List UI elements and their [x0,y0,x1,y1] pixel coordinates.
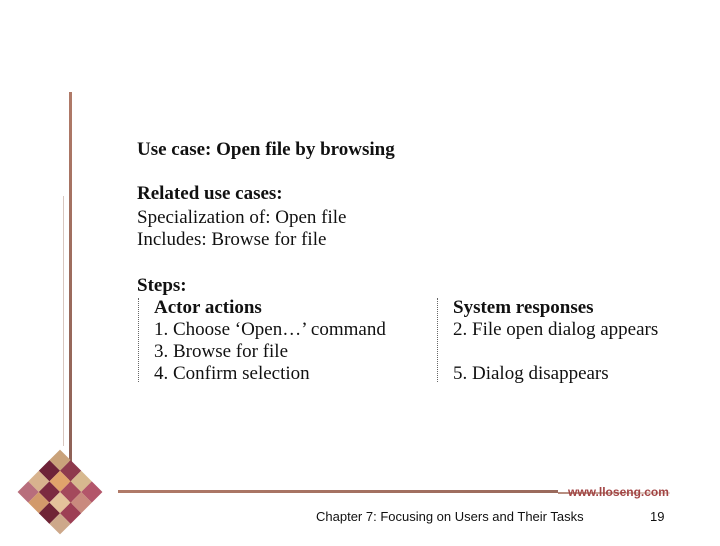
decorative-shadow-line [63,196,64,446]
steps-heading: Steps: [137,275,187,296]
related-item: Includes: Browse for file [137,229,327,250]
use-case-title: Use case: Open file by browsing [137,139,395,160]
system-column-divider [437,298,438,382]
actor-step: 3. Browse for file [154,341,289,362]
actor-step: 1. Choose ‘Open…’ command [154,319,386,340]
actor-column-divider [138,298,139,382]
related-use-cases-heading: Related use cases: [137,183,283,204]
page-number: 19 [650,509,665,524]
system-step: 2. File open dialog appears [453,319,659,340]
mosaic-logo [6,438,114,546]
chapter-footer: Chapter 7: Focusing on Users and Their Tasks [316,509,584,524]
system-responses-heading: System responses [453,297,594,318]
horizontal-accent-line [118,490,558,493]
actor-actions-heading: Actor actions [154,297,262,318]
related-item: Specialization of: Open file [137,207,347,228]
website-link[interactable]: www.lloseng.com [568,485,669,499]
actor-step: 4. Confirm selection [154,363,310,384]
system-step: 5. Dialog disappears [453,363,609,384]
